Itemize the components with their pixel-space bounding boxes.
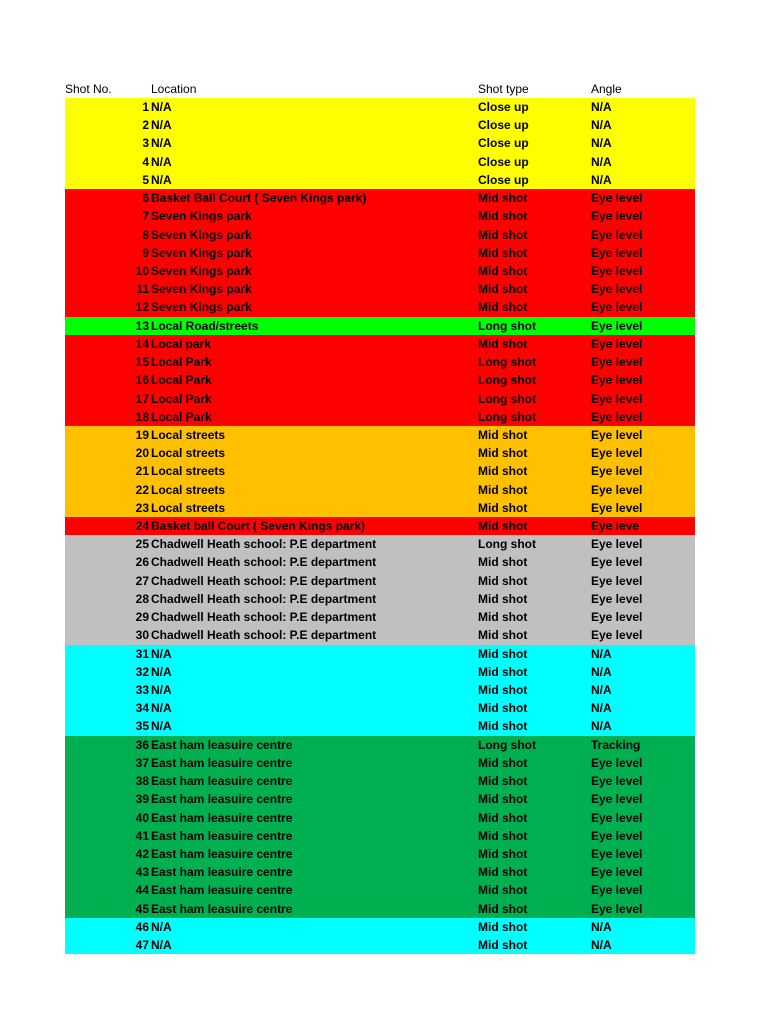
angle-cell: Eye level [591, 610, 643, 625]
shot-number: 7 [142, 209, 149, 224]
table-row [65, 153, 695, 171]
angle-cell: N/A [591, 938, 612, 953]
shot-type-cell: Mid shot [478, 628, 528, 643]
location-cell: Local streets [151, 482, 226, 497]
shot-number: 12 [135, 300, 149, 315]
angle-cell: Eye level [591, 282, 643, 297]
location-cell: N/A [151, 701, 172, 716]
shot-type-cell: Close up [478, 100, 529, 114]
shot-number: 1 [142, 100, 149, 114]
shot-type-cell: Mid shot [478, 245, 528, 260]
table-row [65, 98, 695, 116]
table-row [65, 827, 695, 845]
shot-type-cell: Mid shot [478, 883, 528, 898]
angle-cell: N/A [591, 646, 612, 661]
shot-type-cell: Mid shot [478, 263, 528, 278]
table-row [65, 134, 695, 152]
shot-number: 20 [135, 446, 149, 461]
table-row [65, 426, 695, 444]
angle-cell: Eye level [591, 391, 643, 406]
table-row [65, 717, 695, 735]
shot-type-cell: Mid shot [478, 300, 528, 315]
shot-number: 24 [135, 519, 149, 534]
location-cell: Local Park [151, 373, 212, 388]
shot-number: 41 [135, 828, 149, 843]
angle-cell: Eye level [591, 355, 643, 370]
shot-number: 21 [135, 464, 149, 479]
angle-cell: N/A [591, 719, 612, 734]
shot-number: 30 [135, 628, 149, 643]
shot-number: 8 [142, 227, 149, 242]
table-row [65, 280, 695, 298]
shot-type-cell: Mid shot [478, 828, 528, 843]
shot-type-cell: Long shot [478, 373, 536, 388]
shot-number: 36 [135, 737, 149, 752]
shot-type-cell: Mid shot [478, 519, 528, 534]
shot-type-cell: Mid shot [478, 555, 528, 570]
location-cell: East ham leasuire centre [151, 774, 293, 789]
location-cell: N/A [151, 136, 172, 151]
location-cell: Chadwell Heath school: P.E department [151, 591, 377, 606]
location-cell: Chadwell Heath school: P.E department [151, 628, 377, 643]
shot-number: 9 [142, 245, 149, 260]
shot-type-cell: Mid shot [478, 646, 528, 661]
shot-number: 25 [135, 537, 149, 552]
shot-number: 27 [135, 573, 149, 588]
header-shot-type: Shot type [478, 82, 529, 96]
table-row [65, 371, 695, 389]
header-location: Location [151, 82, 197, 96]
shot-number: 5 [142, 172, 149, 187]
location-cell: Chadwell Heath school: P.E department [151, 573, 377, 588]
location-cell: Basket Ball Court ( Seven Kings park) [151, 191, 367, 206]
shot-number: 44 [135, 883, 149, 898]
shot-type-cell: Long shot [478, 355, 536, 370]
angle-cell: N/A [591, 172, 612, 187]
shot-type-cell: Mid shot [478, 683, 528, 697]
shot-number: 10 [135, 263, 149, 278]
angle-cell: Eye level [591, 482, 643, 497]
table-row [65, 207, 695, 225]
shot-number: 29 [135, 610, 149, 625]
angle-cell: Eye level [591, 300, 643, 315]
shot-number: 15 [135, 355, 149, 370]
angle-cell: Eye level [591, 373, 643, 388]
location-cell: Local streets [151, 446, 226, 461]
shot-type-cell: Mid shot [478, 282, 528, 297]
shot-type-cell: Mid shot [478, 573, 528, 588]
shot-number: 37 [135, 755, 149, 770]
shot-type-cell: Mid shot [478, 446, 528, 461]
header-angle: Angle [591, 82, 622, 96]
table-row [65, 444, 695, 462]
angle-cell: Eye level [591, 500, 643, 515]
angle-cell: Eye level [591, 901, 643, 916]
shot-type-cell: Long shot [478, 391, 536, 406]
shot-number: 47 [135, 938, 149, 953]
angle-cell: N/A [591, 683, 612, 697]
shot-type-cell: Mid shot [478, 482, 528, 497]
table-row [65, 335, 695, 353]
table-row [65, 754, 695, 772]
table-row [65, 918, 695, 936]
location-cell: Seven Kings park [151, 282, 252, 297]
shot-type-cell: Long shot [478, 537, 536, 552]
location-cell: N/A [151, 100, 172, 114]
location-cell: East ham leasuire centre [151, 810, 293, 825]
table-row [65, 262, 695, 280]
shot-number: 46 [135, 919, 149, 934]
shot-list-table [65, 80, 695, 954]
location-cell: Seven Kings park [151, 263, 252, 278]
angle-cell: Eye level [591, 427, 643, 442]
table-row [65, 772, 695, 790]
angle-cell: N/A [591, 154, 612, 169]
shot-number: 43 [135, 865, 149, 880]
location-cell: Seven Kings park [151, 245, 252, 260]
angle-cell: Eye level [591, 755, 643, 770]
shot-number: 17 [135, 391, 149, 406]
table-row [65, 535, 695, 553]
table-row [65, 881, 695, 899]
angle-cell: Eye level [591, 191, 643, 206]
shot-type-cell: Close up [478, 136, 529, 151]
table-row [65, 936, 695, 954]
angle-cell: N/A [591, 118, 612, 133]
location-cell: N/A [151, 919, 172, 934]
angle-cell: Eye level [591, 628, 643, 643]
location-cell: N/A [151, 719, 172, 734]
angle-cell: Eye level [591, 446, 643, 461]
location-cell: N/A [151, 172, 172, 187]
shot-type-cell: Mid shot [478, 209, 528, 224]
location-cell: Local streets [151, 500, 226, 515]
angle-cell: Eye level [591, 883, 643, 898]
angle-cell: Eye level [591, 792, 643, 807]
shot-type-cell: Mid shot [478, 610, 528, 625]
location-cell: East ham leasuire centre [151, 792, 293, 807]
table-row [65, 863, 695, 881]
shot-type-cell: Mid shot [478, 810, 528, 825]
location-cell: Chadwell Heath school: P.E department [151, 610, 377, 625]
shot-type-cell: Mid shot [478, 427, 528, 442]
table-row [65, 736, 695, 754]
shot-type-cell: Close up [478, 118, 529, 133]
table-row [65, 590, 695, 608]
shot-number: 11 [136, 282, 149, 297]
table-row [65, 809, 695, 827]
location-cell: Seven Kings park [151, 209, 252, 224]
table-body [65, 98, 695, 954]
angle-cell: Eye level [591, 263, 643, 278]
angle-cell: N/A [591, 136, 612, 151]
table-row [65, 171, 695, 189]
angle-cell: Eye level [591, 846, 643, 861]
angle-cell: Eye level [591, 464, 643, 479]
table-row [65, 517, 695, 535]
shot-number: 3 [142, 136, 149, 151]
shot-type-cell: Long shot [478, 737, 536, 752]
table-row [65, 553, 695, 571]
shot-number: 16 [135, 373, 149, 388]
shot-type-cell: Mid shot [478, 591, 528, 606]
shot-number: 31 [135, 646, 149, 661]
table-row [65, 189, 695, 207]
angle-cell: Eye level [591, 865, 643, 880]
location-cell: N/A [151, 646, 172, 661]
table-row [65, 663, 695, 681]
angle-cell: N/A [591, 701, 612, 716]
location-cell: Local park [151, 336, 212, 351]
table-row [65, 226, 695, 244]
angle-cell: Eye level [591, 227, 643, 242]
shot-type-cell: Mid shot [478, 846, 528, 861]
table-row [65, 390, 695, 408]
angle-cell: Eye level [591, 318, 643, 333]
table-row [65, 499, 695, 517]
location-cell: East ham leasuire centre [151, 883, 293, 898]
table-row [65, 481, 695, 499]
shot-type-cell: Mid shot [478, 792, 528, 807]
table-row [65, 845, 695, 863]
location-cell: Chadwell Heath school: P.E department [151, 537, 377, 552]
shot-number: 19 [135, 427, 149, 442]
angle-cell: N/A [591, 664, 612, 679]
shot-type-cell: Mid shot [478, 464, 528, 479]
table-row [65, 900, 695, 918]
shot-type-cell: Mid shot [478, 664, 528, 679]
angle-cell: Eye level [591, 591, 643, 606]
shot-type-cell: Mid shot [478, 701, 528, 716]
shot-type-cell: Mid shot [478, 191, 528, 206]
location-cell: Basket ball Court ( Seven Kings park) [151, 519, 366, 534]
shot-number: 42 [135, 846, 149, 861]
shot-type-cell: Long shot [478, 318, 536, 333]
location-cell: Local streets [151, 464, 226, 479]
table-row [65, 353, 695, 371]
location-cell: East ham leasuire centre [151, 901, 293, 916]
location-cell: Local Park [151, 409, 212, 424]
location-cell: N/A [151, 154, 172, 169]
shot-number: 14 [135, 336, 149, 351]
shot-type-cell: Close up [478, 172, 529, 187]
location-cell: Local Park [151, 355, 212, 370]
shot-number: 39 [135, 792, 149, 807]
shot-number: 6 [142, 191, 149, 206]
angle-cell: Eye leve [591, 519, 640, 534]
location-cell: N/A [151, 118, 172, 133]
table-row [65, 116, 695, 134]
location-cell: East ham leasuire centre [151, 737, 293, 752]
angle-cell: N/A [591, 100, 612, 114]
location-cell: Local streets [151, 427, 226, 442]
table-row [65, 462, 695, 480]
shot-type-cell: Mid shot [478, 227, 528, 242]
angle-cell: Eye level [591, 409, 643, 424]
location-cell: Chadwell Heath school: P.E department [151, 555, 377, 570]
angle-cell: Tracking [591, 737, 641, 752]
table-row [65, 681, 695, 699]
table-row [65, 790, 695, 808]
shot-number: 33 [135, 683, 149, 697]
shot-number: 22 [135, 482, 149, 497]
shot-number: 13 [135, 318, 149, 333]
location-cell: East ham leasuire centre [151, 865, 293, 880]
table-row [65, 572, 695, 590]
shot-number: 4 [142, 154, 149, 169]
table-row [65, 608, 695, 626]
shot-type-cell: Close up [478, 154, 529, 169]
angle-cell: N/A [591, 919, 612, 934]
location-cell: N/A [151, 683, 172, 697]
shot-type-cell: Mid shot [478, 901, 528, 916]
shot-number: 40 [135, 810, 149, 825]
shot-number: 34 [135, 701, 149, 716]
header-row [65, 80, 695, 98]
shot-number: 32 [135, 664, 149, 679]
location-cell: Seven Kings park [151, 227, 252, 242]
angle-cell: Eye level [591, 245, 643, 260]
angle-cell: Eye level [591, 537, 643, 552]
shot-number: 23 [135, 500, 149, 515]
shot-number: 18 [135, 409, 149, 424]
table-row [65, 626, 695, 644]
location-cell: Local Road/streets [151, 318, 259, 333]
angle-cell: Eye level [591, 810, 643, 825]
shot-number: 38 [135, 774, 149, 789]
shot-type-cell: Mid shot [478, 719, 528, 734]
shot-type-cell: Long shot [478, 409, 536, 424]
location-cell: Local Park [151, 391, 212, 406]
location-cell: East ham leasuire centre [151, 755, 293, 770]
table-row [65, 317, 695, 335]
shot-number: 35 [135, 719, 149, 734]
shot-type-cell: Mid shot [478, 336, 528, 351]
table-row [65, 244, 695, 262]
angle-cell: Eye level [591, 573, 643, 588]
shot-type-cell: Mid shot [478, 500, 528, 515]
table-row [65, 645, 695, 663]
shot-number: 2 [142, 118, 149, 133]
shot-type-cell: Mid shot [478, 938, 528, 953]
angle-cell: Eye level [591, 555, 643, 570]
angle-cell: Eye level [591, 336, 643, 351]
header-shot-no: Shot No. [65, 82, 112, 96]
shot-type-cell: Mid shot [478, 865, 528, 880]
shot-type-cell: Mid shot [478, 774, 528, 789]
table-row [65, 408, 695, 426]
shot-type-cell: Mid shot [478, 919, 528, 934]
angle-cell: Eye level [591, 774, 643, 789]
location-cell: N/A [151, 664, 172, 679]
location-cell: Seven Kings park [151, 300, 252, 315]
table-row [65, 699, 695, 717]
table-row [65, 298, 695, 316]
location-cell: East ham leasuire centre [151, 828, 293, 843]
shot-type-cell: Mid shot [478, 755, 528, 770]
shot-number: 26 [135, 555, 149, 570]
angle-cell: Eye level [591, 828, 643, 843]
location-cell: East ham leasuire centre [151, 846, 293, 861]
location-cell: N/A [151, 938, 172, 953]
shot-number: 28 [135, 591, 149, 606]
shot-number: 45 [135, 901, 149, 916]
angle-cell: Eye level [591, 209, 643, 224]
